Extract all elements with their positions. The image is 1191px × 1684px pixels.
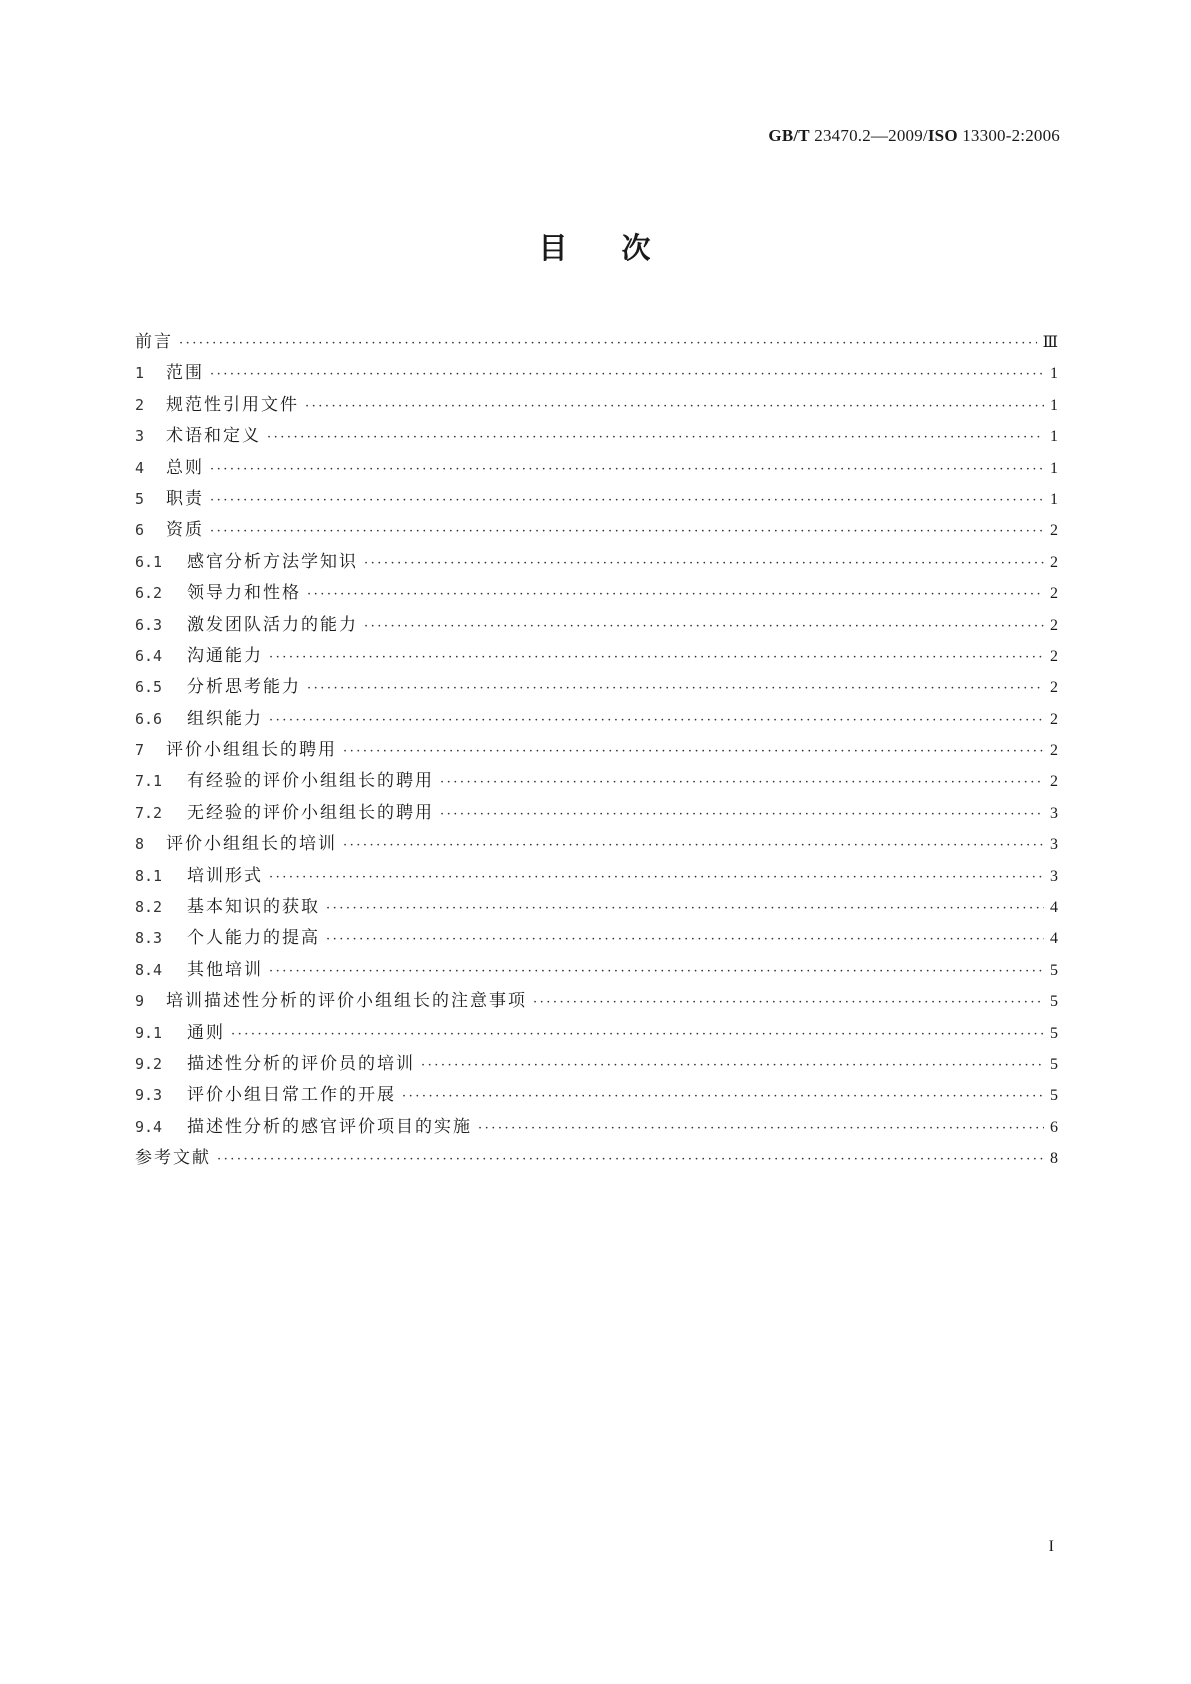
toc-dot-leader [533,987,1044,1018]
toc-entry[interactable] [135,1143,1058,1174]
toc-entry[interactable] [135,1018,1058,1049]
iso-number: 13300-2:2006 [957,126,1060,145]
toc-entry-page: 2 [1050,522,1058,540]
toc-entry[interactable] [135,484,1058,515]
toc-dot-leader [440,767,1044,798]
toc-entry[interactable] [135,327,1058,358]
toc-entry[interactable] [135,453,1058,484]
toc-entry-label: 评价小组组长的聘用 [166,740,337,761]
toc-dot-leader [267,422,1044,453]
gb-code: GB/T [768,126,810,145]
toc-entry-number: 2 [135,395,145,414]
toc-entry-page: 3 [1050,867,1058,885]
toc-dot-leader [478,1113,1044,1144]
toc-entry-page: 5 [1050,961,1058,979]
toc-dot-leader [364,611,1044,642]
toc-entry-label: 个人能力的提高 [187,928,320,949]
toc-entry-page: 1 [1050,396,1058,414]
toc-entry-label: 评价小组日常工作的开展 [187,1085,396,1106]
toc-entry-label: 资质 [166,520,204,541]
toc-entry-number: 7.1 [135,772,163,791]
toc-dot-leader [210,485,1044,516]
toc-entry[interactable] [135,923,1058,954]
toc-entry-label: 无经验的评价小组组长的聘用 [187,802,434,823]
toc-entry-label: 前言 [135,332,173,352]
toc-entry-page: 1 [1050,490,1058,508]
toc-entry-number: 6.3 [135,615,163,634]
toc-entry-page: 5 [1050,1024,1058,1042]
toc-dot-leader [343,830,1044,861]
toc-entry-label: 分析思考能力 [187,677,301,698]
toc-dot-leader [217,1144,1044,1175]
toc-entry-page: 2 [1050,679,1058,697]
toc-entry[interactable] [135,641,1058,672]
iso-code: ISO [927,126,958,145]
toc-entry-number: 3 [135,427,145,446]
toc-entry-page: 4 [1050,930,1058,948]
toc-entry-number: 6.2 [135,584,163,603]
toc-entry-page: 5 [1050,1087,1058,1105]
toc-entry-label: 激发团队活力的能力 [187,614,358,635]
toc-dot-leader [210,516,1044,547]
toc-dot-leader [269,642,1044,673]
page-number: I [1048,1538,1054,1555]
toc-entry-number: 1 [135,364,145,383]
toc-entry-page: 2 [1050,710,1058,728]
toc-entry[interactable] [135,735,1058,766]
toc-dot-leader [307,579,1044,610]
toc-entry-number: 8.1 [135,866,163,885]
toc-entry-label: 参考文献 [135,1148,211,1169]
toc-entry[interactable] [135,892,1058,923]
toc-entry-label: 领导力和性格 [187,583,301,604]
toc-entry-number: 9.4 [135,1117,163,1136]
toc-entry-page: 1 [1050,428,1058,446]
toc-entry-page: 1 [1050,365,1058,383]
toc-entry-label: 职责 [166,488,204,509]
toc-entry-number: 6 [135,521,145,540]
toc-entry-number: 8.4 [135,960,163,979]
toc-entry-label: 感官分析方法学知识 [187,551,358,572]
toc-entry-number: 7 [135,741,145,760]
toc-entry-label: 描述性分析的评价员的培训 [187,1053,415,1074]
toc-entry[interactable] [135,610,1058,641]
toc-entry[interactable] [135,798,1058,829]
toc-entry-number: 4 [135,458,145,477]
toc-entry-number: 8.2 [135,898,163,917]
toc-dot-leader [269,956,1044,987]
toc-dot-leader [269,705,1044,736]
toc-dot-leader [231,1019,1044,1050]
toc-entry-page: 1 [1050,459,1058,477]
toc-entry-label: 培训形式 [187,865,263,886]
toc-entry[interactable] [135,547,1058,578]
toc-entry-number: 9.1 [135,1023,163,1042]
toc-dot-leader [364,548,1044,579]
toc-entry[interactable] [135,515,1058,546]
toc-dot-leader [343,736,1044,767]
toc-entry-label: 培训描述性分析的评价小组组长的注意事项 [166,991,527,1012]
toc-dot-leader [210,359,1044,390]
toc-entry-page: 5 [1050,1055,1058,1073]
toc-dot-leader [326,893,1044,924]
gb-number: 23470.2—2009/ [809,126,928,145]
toc-entry[interactable] [135,829,1058,860]
toc-dot-leader [421,1050,1044,1081]
toc-entry[interactable] [135,390,1058,421]
toc-entry-number: 8 [135,835,145,854]
toc-entry-label: 规范性引用文件 [166,394,299,415]
toc-entry[interactable] [135,704,1058,735]
toc-entry[interactable] [135,672,1058,703]
toc-entry[interactable] [135,1112,1058,1143]
toc-entry-number: 9 [135,992,145,1011]
toc-entry-page: 4 [1050,899,1058,917]
toc-entry-page: 5 [1050,993,1058,1011]
toc-entry-number: 5 [135,489,145,508]
toc-entry[interactable] [135,986,1058,1017]
toc-entry-label: 评价小组组长的培训 [166,834,337,855]
table-of-contents [135,327,1058,1175]
toc-entry-label: 术语和定义 [166,426,261,447]
toc-entry-label: 组织能力 [187,708,263,729]
toc-entry-page: 2 [1050,616,1058,634]
toc-dot-leader [326,924,1044,955]
toc-entry-label: 通则 [187,1022,225,1043]
toc-entry-label: 总则 [166,457,204,478]
toc-entry-number: 6.4 [135,646,163,665]
toc-entry[interactable] [135,1080,1058,1111]
toc-entry[interactable] [135,421,1058,452]
toc-entry-number: 9.2 [135,1054,163,1073]
toc-dot-leader [305,391,1044,422]
title-char-2: 次 [621,231,653,265]
toc-entry[interactable] [135,861,1058,892]
toc-entry-page: 2 [1050,742,1058,760]
toc-dot-leader [179,328,1037,359]
toc-entry-page: 8 [1050,1150,1058,1168]
toc-entry-page: Ⅲ [1042,334,1058,351]
toc-entry-number: 9.3 [135,1086,163,1105]
toc-entry-number: 6.1 [135,552,163,571]
page-title [0,226,1191,267]
toc-dot-leader [269,862,1044,893]
toc-entry[interactable] [135,766,1058,797]
toc-entry-page: 2 [1050,553,1058,571]
toc-entry-number: 6.6 [135,709,163,728]
toc-entry[interactable] [135,955,1058,986]
toc-entry-page: 2 [1050,647,1058,665]
title-char-1: 目 [538,231,570,265]
toc-entry-label: 范围 [166,363,204,384]
toc-entry-number: 7.2 [135,803,163,822]
toc-entry-page: 3 [1050,804,1058,822]
toc-dot-leader [402,1081,1044,1112]
toc-entry-label: 基本知识的获取 [187,897,320,918]
toc-entry[interactable] [135,1049,1058,1080]
toc-dot-leader [307,673,1044,704]
toc-dot-leader [440,799,1044,830]
toc-entry-label: 有经验的评价小组组长的聘用 [187,771,434,792]
toc-entry-label: 描述性分析的感官评价项目的实施 [187,1116,472,1137]
toc-entry-page: 2 [1050,773,1058,791]
toc-entry-label: 沟通能力 [187,645,263,666]
toc-entry-page: 3 [1050,836,1058,854]
toc-entry[interactable] [135,358,1058,389]
toc-entry-page: 2 [1050,585,1058,603]
standard-number-header [768,126,1060,146]
toc-dot-leader [210,454,1044,485]
toc-entry-number: 6.5 [135,678,163,697]
toc-entry[interactable] [135,578,1058,609]
toc-entry-page: 6 [1050,1118,1058,1136]
toc-entry-label: 其他培训 [187,959,263,980]
toc-entry-number: 8.3 [135,929,163,948]
